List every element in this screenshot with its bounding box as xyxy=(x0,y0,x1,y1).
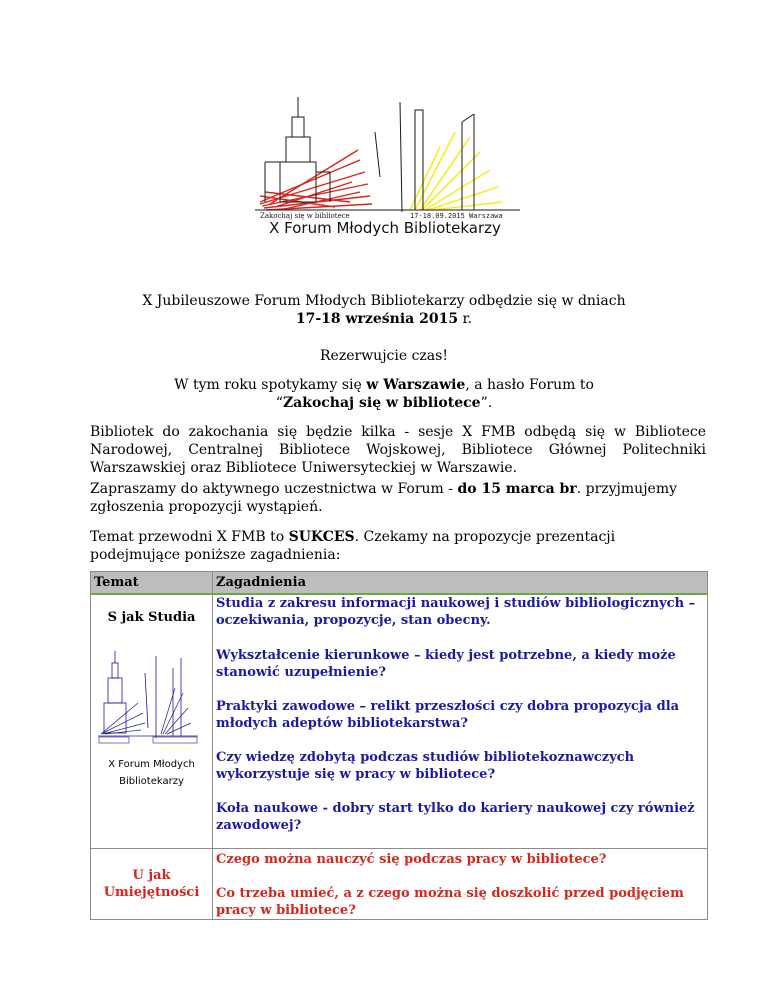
issues-cell xyxy=(213,849,708,920)
header-issues: Zagadnienia xyxy=(213,572,708,595)
issue-item: Praktyki zawodowe – relikt przeszłości czy dobra propozycja dla młodych adeptów bibliotekarstwa? xyxy=(216,699,680,731)
intro-line: X Jubileuszowe Forum Młodych Bibliotekarzy odbędzie się w dniach 17-18 września 2015 r. xyxy=(142,293,626,327)
city-slogan: W tym roku spotykamy się w Warszawie, a hasło Forum to “Zakochaj się w bibliotece”. xyxy=(174,377,594,411)
theme-paragraph: Temat przewodni X FMB to SUKCES. Czekamy na propozycje prezentacji podejmujące poniższe zagadnienia: xyxy=(90,529,616,563)
table-header-row xyxy=(91,572,708,595)
libraries-paragraph: Bibliotek do zakochania się będzie kilka - sesje X FMB odbędą się w Bibliotece Narodowej, Centralnej Bibliotece Wojskowej, Bibliotece Głównej Politechniki Warszawskiej oraz Bibliotece Uniwersyteckiej w Warszawie. xyxy=(90,424,706,476)
issue-item: Czego można nauczyć się podczas pracy w bibliotece? xyxy=(216,852,607,867)
invite-paragraph: Zapraszamy do aktywnego uczestnictwa w Forum - do 15 marca br. przyjmujemy zgłoszenia propozycji wystąpień. xyxy=(90,481,678,515)
header-topic: Temat xyxy=(91,572,213,595)
topic-studia: S jak Studia xyxy=(107,610,196,625)
issues-cell xyxy=(213,594,708,849)
issue-item: Co trzeba umieć, a z czego można się doszkolić przed podjęciem pracy w bibliotece? xyxy=(216,886,684,918)
reserve-text: Rezerwujcie czas! xyxy=(320,348,448,364)
topic-cell xyxy=(91,594,213,849)
mini-logo-title: X Forum Młodych Bibliotekarzy xyxy=(108,759,195,787)
issue-item: Studia z zakresu informacji naukowej i studiów bibliologicznych – oczekiwania, propozycje, stan obecny. xyxy=(216,596,696,628)
issue-item: Czy wiedzę zdobytą podczas studiów bibliotekoznawczych wykorzystuje się w pracy w bibliotece? xyxy=(216,750,635,782)
topic-cell xyxy=(91,849,213,920)
table-row xyxy=(91,849,708,920)
topic-umiejetnosci: U jak Umiejętności xyxy=(103,868,200,900)
event-dates: 17-18 września 2015 xyxy=(295,311,459,327)
table-row xyxy=(91,594,708,849)
topics-table xyxy=(90,571,708,920)
issue-item: Wykształcenie kierunkowe – kiedy jest potrzebne, a kiedy może stanowić uzupełnienie? xyxy=(216,648,676,680)
mini-forum-logo xyxy=(93,648,203,758)
logo-dates: 17-18.09.2015 Warszawa xyxy=(410,212,503,220)
slogan: Zakochaj się w bibliotece xyxy=(282,395,481,411)
issue-item: Koła naukowe - dobry start tylko do kariery naukowej czy również zawodowej? xyxy=(216,801,695,833)
logo-title: X Forum Młodych Bibliotekarzy xyxy=(269,219,501,237)
logo-tagline: Zakochaj się w bibliotece xyxy=(260,212,350,220)
